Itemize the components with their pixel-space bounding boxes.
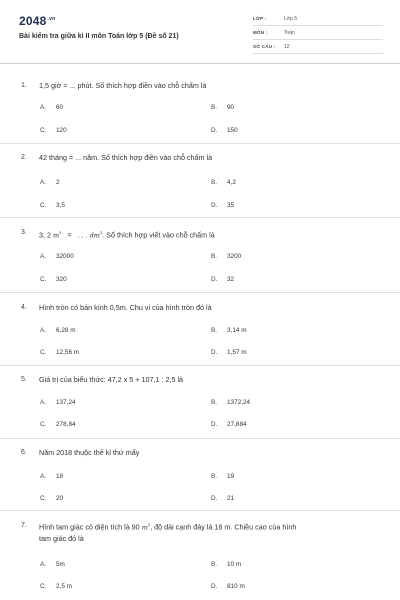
option-d[interactable]: D. 150 [211, 127, 238, 134]
option-b[interactable]: B. 1372,24 [211, 399, 251, 406]
option-c[interactable]: C. 278,84 [40, 421, 76, 428]
question-text: 1,5 giờ = ... phút. Số thích hợp điền vào chỗ chấm là [39, 81, 207, 90]
option-a[interactable]: A. 5m [40, 561, 65, 568]
meta-class-label: LỚP : [253, 16, 267, 21]
option-c[interactable]: C. 2,5 m [40, 583, 72, 590]
option-d[interactable]: D. 21 [211, 495, 235, 502]
meta-subject-label: MÔN : [253, 30, 268, 35]
option-b[interactable]: B. 4,2 [211, 179, 236, 186]
site-logo[interactable] [19, 14, 55, 28]
question-number: 2. [21, 154, 27, 161]
option-c[interactable]: C. 320 [40, 276, 67, 283]
question-text: 42 tháng = ... năm. Số thích hợp điền vào chỗ chấm là [39, 153, 213, 162]
meta-subject-row [253, 28, 383, 40]
quiz-title: Bài kiểm tra giữa kì II môn Toán lớp 5 (Đề số 21) [19, 33, 179, 40]
meta-count-label: SỐ CÂU : [253, 44, 276, 49]
question-2 [0, 144, 400, 218]
question-text: 3, 2 $m^3$ = . . . $dm^3$. Số thích hợp viết vào chỗ chấm là [39, 230, 215, 240]
option-d[interactable]: D. 32 [211, 276, 235, 283]
option-b[interactable]: B. 3,14 m [211, 327, 247, 334]
option-a[interactable]: A. 32000 [40, 253, 74, 260]
meta-count-value: 12 [284, 44, 290, 50]
meta-subject-value: Toán [284, 30, 295, 36]
meta-class-value: Lớp 5 [284, 16, 298, 22]
question-5 [0, 366, 400, 439]
question-text: Hình tam giác có diện tích là 90 $m^2$, độ dài cạnh đáy là 18 m. Chiều cao của hình tam giác đó là [39, 522, 297, 544]
option-a[interactable]: A. 60 [40, 104, 64, 111]
question-number: 1. [21, 82, 27, 89]
question-1 [0, 72, 400, 144]
option-b[interactable]: B. 10 m [211, 561, 242, 568]
question-number: 4. [21, 304, 27, 311]
meta-count-row [253, 42, 383, 54]
option-c[interactable]: C. 12,56 m [40, 349, 80, 356]
meta-class-row [253, 14, 383, 26]
option-a[interactable]: A. 2 [40, 179, 60, 186]
option-a[interactable]: A. 137,24 [40, 399, 76, 406]
question-text: Năm 2018 thuộc thế kỉ thứ mấy [39, 448, 140, 457]
option-c[interactable]: C. 3,5 [40, 202, 65, 209]
question-number: 5. [21, 376, 27, 383]
option-a[interactable]: A. 18 [40, 473, 64, 480]
question-6 [0, 439, 400, 511]
option-a[interactable]: A. 6,28 m [40, 327, 76, 334]
option-b[interactable]: B. 90 [211, 104, 235, 111]
question-text: Giá trị của biểu thức: 47,2 x 5 + 107,1 : 2,5 là [39, 375, 184, 384]
option-c[interactable]: C. 20 [40, 495, 64, 502]
question-text: Hình tròn có bán kính 0,5m. Chu vi của hình tròn đó là [39, 303, 212, 312]
option-d[interactable]: D. 810 m [211, 583, 245, 590]
question-7 [0, 511, 400, 600]
logo-text: 2048 [19, 14, 47, 28]
logo-suffix: .vn [47, 16, 56, 22]
page-header [0, 0, 400, 64]
option-b[interactable]: B. 3200 [211, 253, 242, 260]
option-d[interactable]: D. 35 [211, 202, 235, 209]
option-d[interactable]: D. 27,884 [211, 421, 247, 428]
question-3 [0, 218, 400, 293]
option-b[interactable]: B. 19 [211, 473, 235, 480]
question-4 [0, 293, 400, 366]
option-c[interactable]: C. 120 [40, 127, 67, 134]
question-number: 3. [21, 229, 27, 236]
question-number: 7. [21, 522, 27, 529]
option-d[interactable]: D. 1,57 m [211, 349, 247, 356]
question-number: 6. [21, 449, 27, 456]
